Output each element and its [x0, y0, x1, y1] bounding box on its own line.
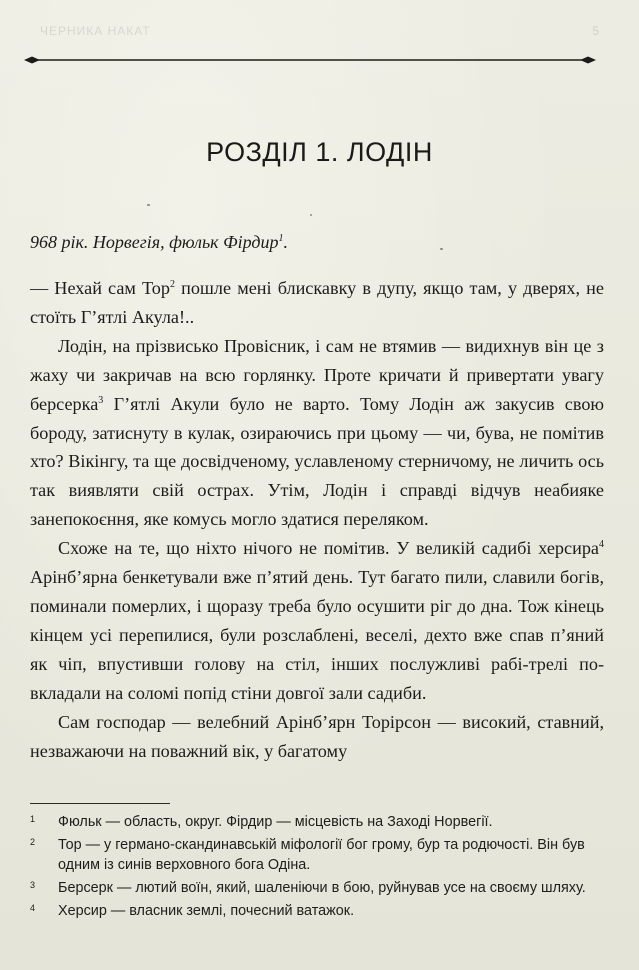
- footnote-number: 3: [30, 880, 36, 890]
- footnote-text: Тор — у германо-скандинавській міфології бог грому, бур та родючості. Він був одним із синів верховного бога Одіна.: [58, 837, 585, 873]
- page-number-show-through: 5: [592, 24, 599, 38]
- footnote-number: 4: [30, 903, 36, 913]
- body-paragraph: [30, 708, 604, 766]
- paper-speck: [147, 204, 150, 206]
- footnote-ref-2: 2: [169, 279, 175, 290]
- chapter-epigraph: [30, 232, 288, 253]
- footnote-text: Фюльк — область, округ. Фірдир — місцевість на Заході Норвегії.: [58, 814, 493, 830]
- footnote-item: [30, 835, 604, 875]
- text-run: — Нехай сам Тор: [30, 278, 170, 298]
- body-paragraph: [30, 274, 604, 332]
- paper-speck: [310, 214, 312, 216]
- footnote-text: Берсерк — лютий воїн, який, шаленіючи в бою, руйнував усе на своєму шляху.: [58, 880, 586, 896]
- text-run: Лодін, на прізвисько Провісник, і сам не втямив — видихнув він це з жаху чи закричав на всю горлянку. Проте кричати й привертати увагу берсерка: [30, 335, 604, 414]
- body-paragraph: [30, 534, 604, 707]
- footnotes: [30, 812, 604, 924]
- footnote-ref-1: 1: [278, 233, 284, 244]
- running-head-show-through: ЧЕРНИКА НАКАТ: [40, 24, 151, 38]
- footnote-text: Херсир — власник землі, почесний ватажок.: [58, 903, 355, 919]
- chapter-title: РОЗДІЛ 1. ЛОДІН: [206, 137, 433, 167]
- footnote-item: [30, 812, 604, 832]
- body-paragraph: [30, 332, 604, 534]
- epigraph-end: .: [283, 232, 288, 252]
- text-run: Гʼятлі Акули було не варто. Тому Лодін аж закусив свою бороду, затиснуту в кулак, озираючись при цьому — чи, бува, не помітив хто? Вікінгу, та ще досвідченому, уславленому стерничому, не личить ось так виявляти свій острах. Утім, Лодін і справді відчув неабияке занепокоєння, яке комусь могло здатися переляком.: [30, 393, 604, 530]
- footnote-rule: [30, 803, 170, 804]
- footnote-number: 2: [30, 837, 36, 847]
- footnote-number: 1: [30, 814, 36, 824]
- running-head: [40, 22, 599, 42]
- text-run: пошле мені блискавку в дупу, якщо там, у дверях, не стоїть Гʼятлі Акула!..: [30, 278, 604, 327]
- body-text: [30, 274, 604, 765]
- footnote-item: [30, 901, 604, 921]
- ornamental-divider: [24, 52, 596, 68]
- footnote-ref-4: 4: [599, 539, 604, 551]
- footnote-ref-3: 3: [98, 394, 104, 406]
- epigraph-text: 968 рік. Норвегія, фюльк Фірдир: [30, 232, 279, 252]
- text-run: Сам господар — велебний Арінбʼярн Торірсон — високий, ставний, незважаючи на поважний вік, у багатому: [30, 711, 604, 761]
- paper-speck: [440, 248, 443, 250]
- text-run: Арінбʼярна бенкетували вже пʼятий день. Тут багато пили, славили богів, поминали померлих, і щоразу треба було осушити ріг до дна. Тож кінець кінцем усі перепилися, були розслаблені, веселі, дехто вже спав пʼяний як чіп, впустивши голову на стіл, інших послужливі рабі-трелі повкладали на соломі попід стіни довгої зали садиби.: [30, 567, 604, 703]
- text-run: Схоже на те, що ніхто нічого не помітив. У великій садибі херсира: [58, 538, 599, 559]
- footnote-item: [30, 878, 604, 898]
